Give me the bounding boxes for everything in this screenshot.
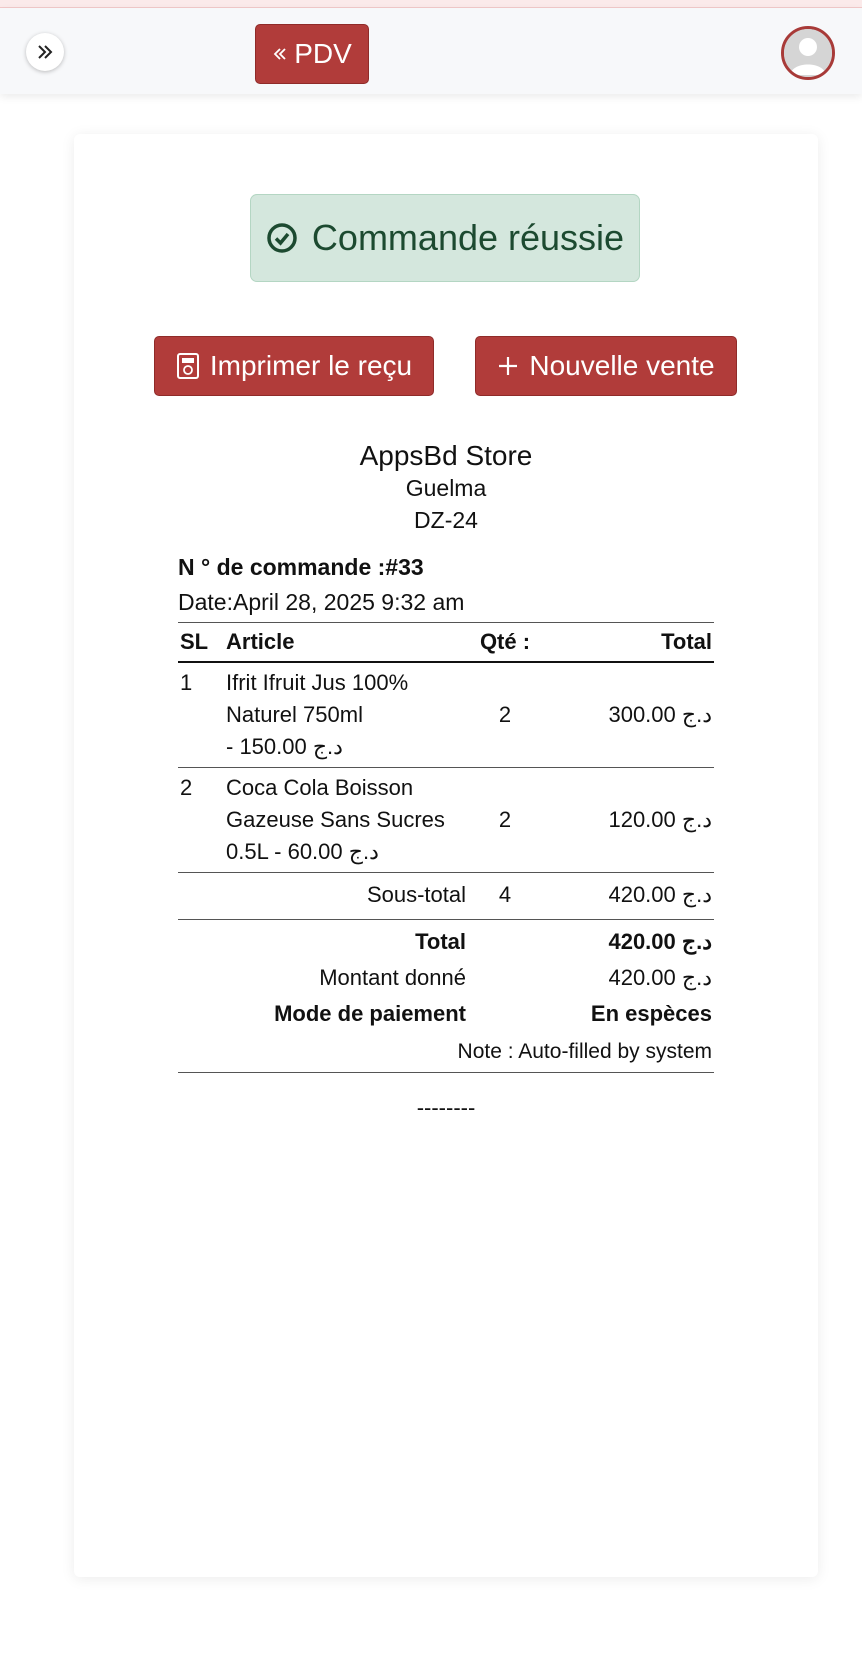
item-total: 300.00 د.ج — [542, 662, 714, 768]
plus-icon — [497, 355, 519, 377]
order-success-card — [74, 134, 818, 1577]
total-row — [178, 920, 714, 961]
item-qty: 2 — [468, 768, 542, 873]
receipt-table — [178, 622, 714, 1073]
amount-given-label: Montant donné — [319, 965, 466, 990]
item-article — [224, 768, 468, 873]
amount-given-row — [178, 960, 714, 996]
receipt — [178, 554, 714, 1121]
receipt-note: Note : Auto-filled by system — [178, 1032, 714, 1073]
item-total: 120.00 د.ج — [542, 768, 714, 873]
store-code: DZ-24 — [414, 507, 478, 533]
table-row — [178, 768, 714, 873]
note-row — [178, 1032, 714, 1073]
column-header-article: Article — [224, 623, 468, 663]
user-icon — [784, 29, 832, 77]
column-header-sl: SL — [178, 623, 224, 663]
item-name: Coca Cola Boisson Gazeuse Sans Sucres 0.5L — [226, 775, 445, 864]
subtotal-qty: 4 — [468, 873, 542, 920]
item-unit-price: - 60.00 د.ج — [274, 839, 379, 864]
store-name: AppsBd Store — [359, 440, 533, 471]
total-label: Total — [415, 929, 466, 954]
order-date: Date:April 28, 2025 9:32 am — [178, 589, 465, 615]
print-receipt-button[interactable] — [154, 336, 434, 396]
item-article — [224, 662, 468, 768]
receipt-footer-dashes: -------- — [416, 1095, 476, 1120]
success-message: Commande réussie — [311, 217, 625, 258]
item-sl: 1 — [178, 662, 224, 768]
payment-mode-label: Mode de paiement — [274, 1001, 466, 1026]
success-alert — [250, 194, 640, 282]
sidebar-toggle-button[interactable] — [26, 33, 64, 71]
item-qty: 2 — [468, 662, 542, 768]
top-navbar — [0, 8, 862, 94]
double-chevron-left-icon — [272, 46, 288, 62]
print-receipt-label: Imprimer le reçu — [209, 350, 413, 381]
subtotal-value: 420.00 د.ج — [542, 873, 714, 920]
pdv-button-label: PDV — [294, 38, 352, 69]
table-header-row — [178, 623, 714, 663]
table-row — [178, 662, 714, 768]
item-name: Ifrit Ifruit Jus 100% Naturel 750ml — [226, 670, 409, 727]
item-sl: 2 — [178, 768, 224, 873]
payment-mode-value: En espèces — [590, 1001, 712, 1026]
subtotal-row — [178, 873, 714, 920]
user-avatar[interactable] — [781, 26, 835, 80]
order-number: N ° de commande :#33 — [178, 554, 424, 580]
item-unit-price: - 150.00 د.ج — [226, 734, 343, 759]
store-city: Guelma — [405, 475, 487, 501]
column-header-qty: Qté : — [468, 623, 542, 663]
amount-given-value: 420.00 د.ج — [608, 965, 712, 990]
new-sale-label: Nouvelle vente — [529, 350, 715, 381]
subtotal-label: Sous-total — [178, 873, 468, 920]
top-accent-line — [0, 0, 862, 8]
pdv-button[interactable] — [255, 24, 369, 84]
payment-mode-row — [178, 996, 714, 1032]
double-chevron-right-icon — [36, 43, 54, 61]
receipt-printer-icon — [176, 352, 200, 380]
check-circle-icon — [266, 222, 298, 254]
new-sale-button[interactable] — [475, 336, 737, 396]
total-value: 420.00 د.ج — [608, 929, 712, 954]
column-header-total: Total — [542, 623, 714, 663]
